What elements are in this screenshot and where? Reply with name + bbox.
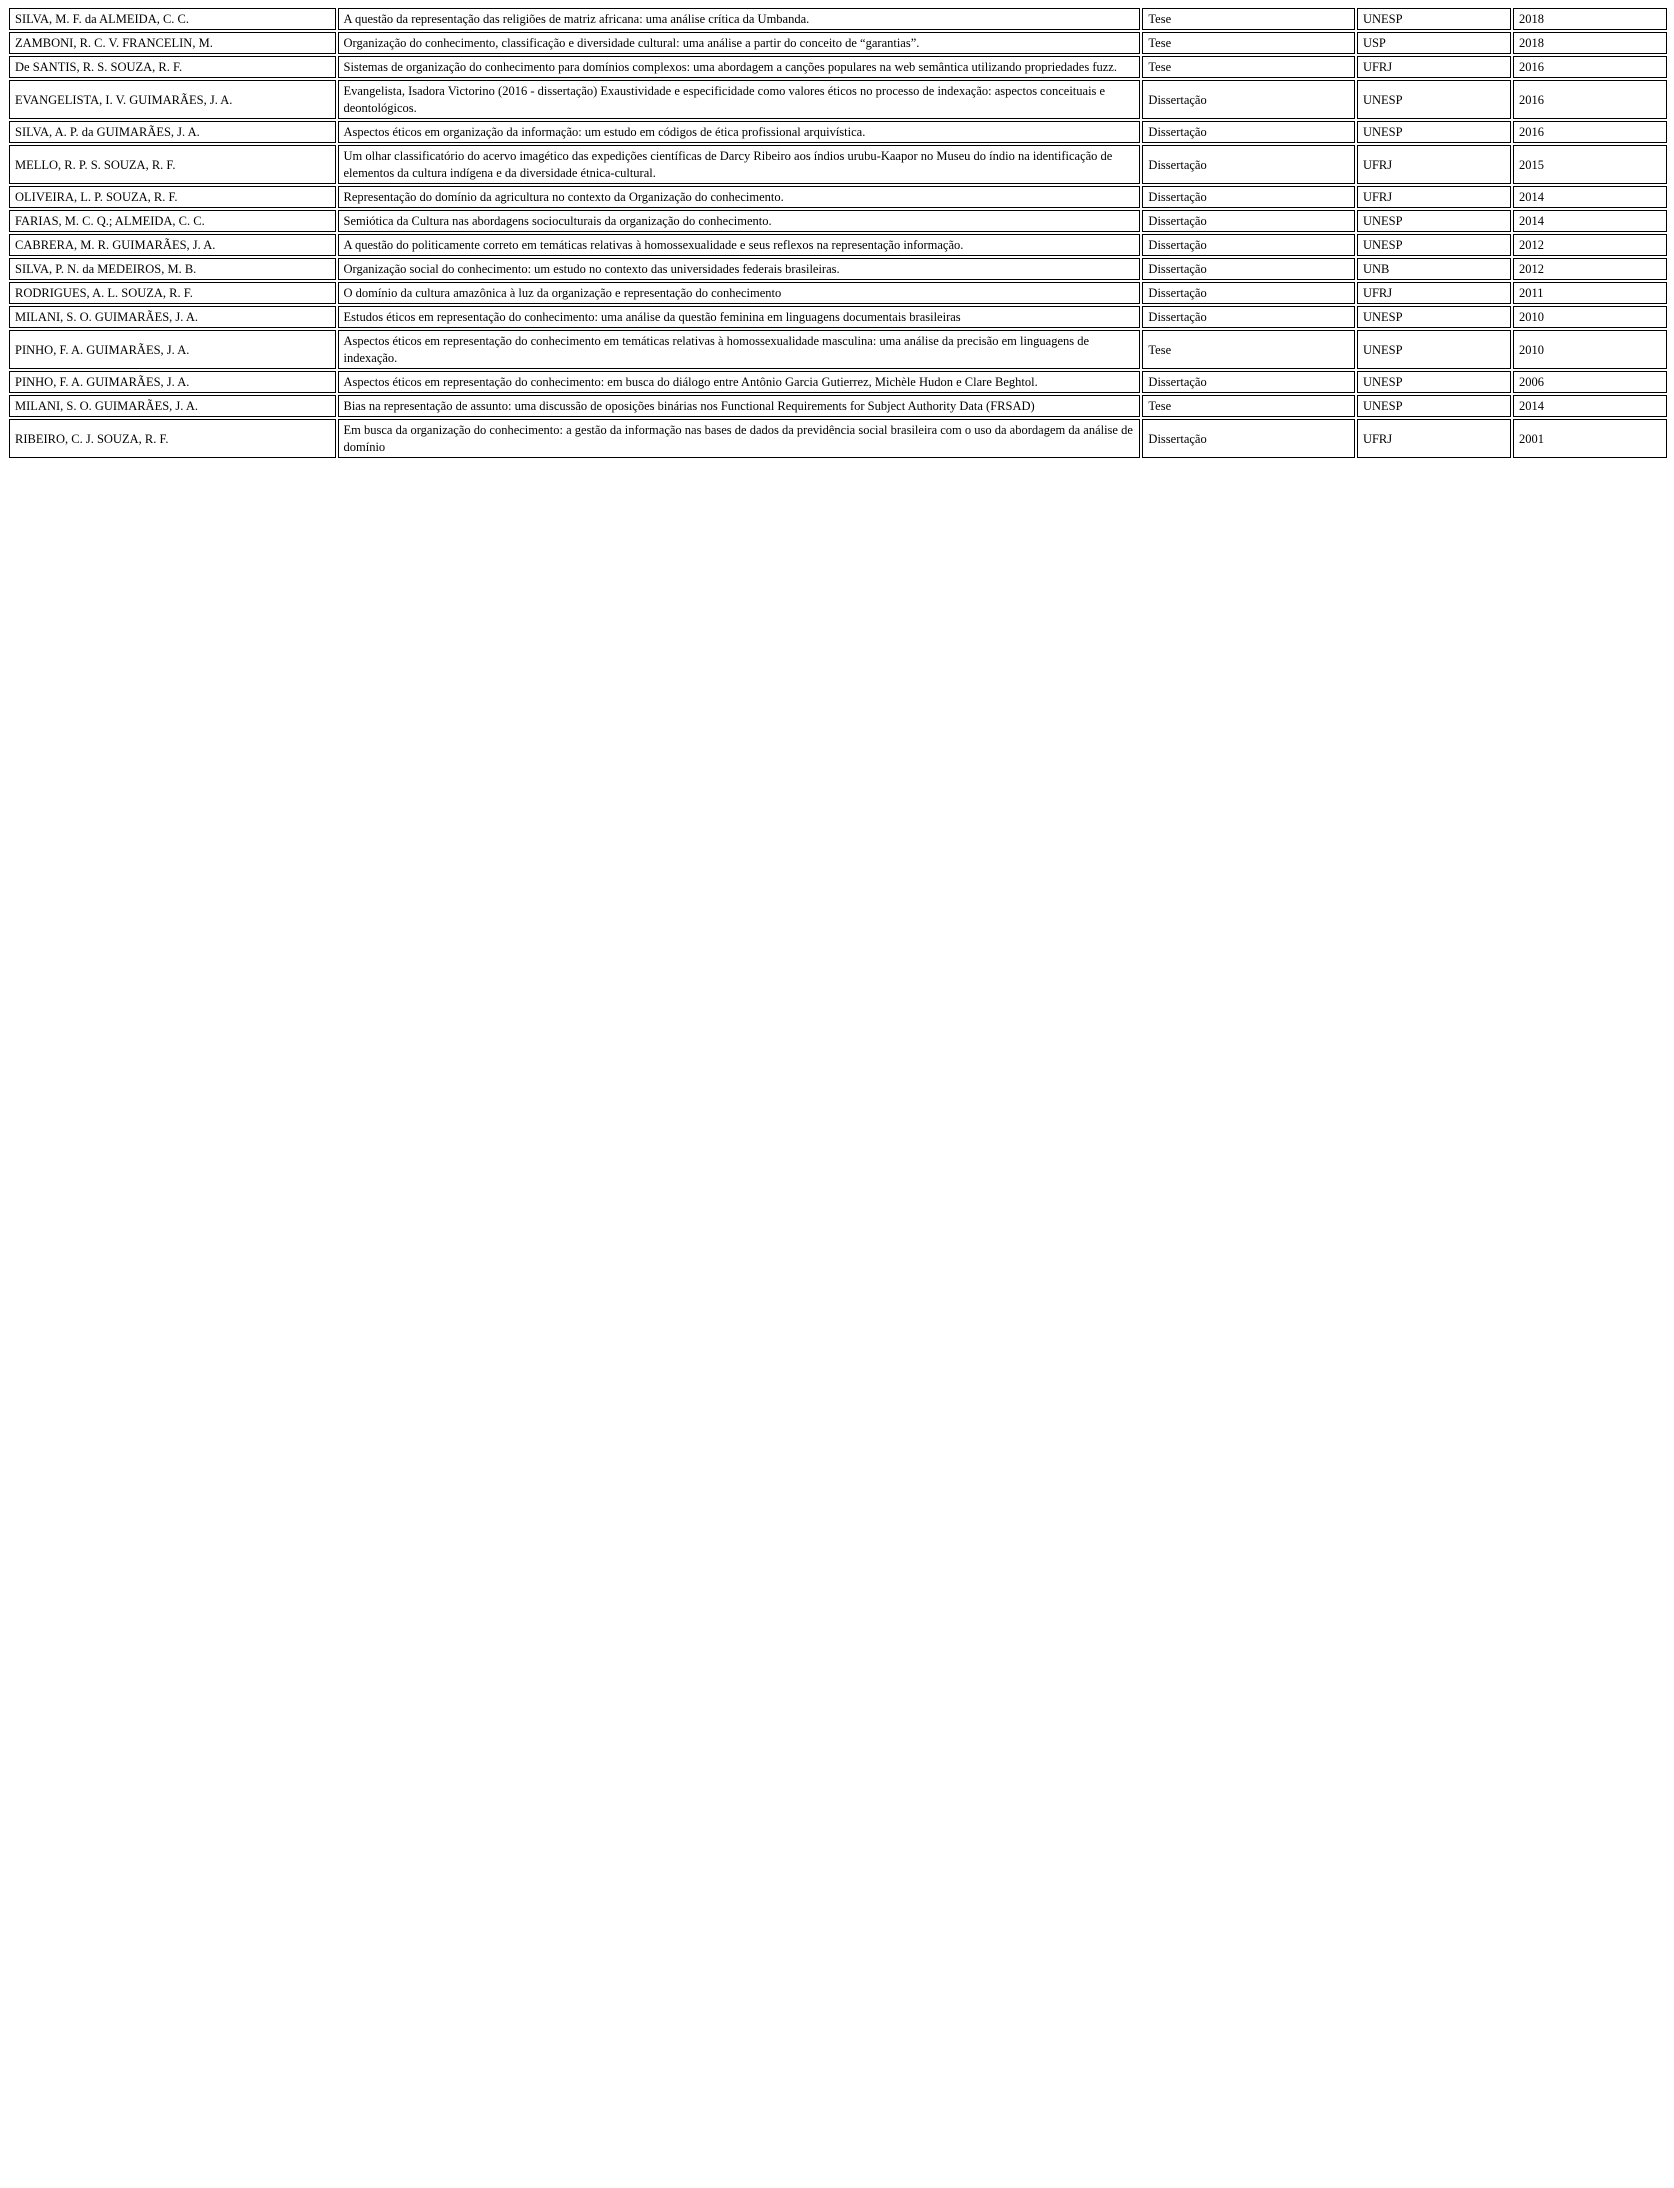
year-cell: 2012	[1513, 258, 1667, 280]
type-cell: Dissertação	[1142, 282, 1355, 304]
title-cell: Bias na representação de assunto: uma discussão de oposições binárias nos Functional Requirements for Subject Authority Data (FRSAD)	[338, 395, 1141, 417]
institution-cell: UNESP	[1357, 395, 1511, 417]
author-cell: PINHO, F. A. GUIMARÃES, J. A.	[9, 330, 336, 369]
title-cell: A questão do politicamente correto em temáticas relativas à homossexualidade e seus reflexos na representação informação.	[338, 234, 1141, 256]
table-row	[9, 234, 1667, 256]
year-cell: 2015	[1513, 145, 1667, 184]
author-cell: MELLO, R. P. S. SOUZA, R. F.	[9, 145, 336, 184]
title-cell: Representação do domínio da agricultura no contexto da Organização do conhecimento.	[338, 186, 1141, 208]
author-cell: MILANI, S. O. GUIMARÃES, J. A.	[9, 306, 336, 328]
title-cell: Em busca da organização do conhecimento: a gestão da informação nas bases de dados da previdência social brasileira com o uso da abordagem da análise de domínio	[338, 419, 1141, 458]
title-cell: Organização do conhecimento, classificação e diversidade cultural: uma análise a partir do conceito de “garantias”.	[338, 32, 1141, 54]
year-cell: 2012	[1513, 234, 1667, 256]
year-cell: 2014	[1513, 210, 1667, 232]
author-cell: MILANI, S. O. GUIMARÃES, J. A.	[9, 395, 336, 417]
type-cell: Dissertação	[1142, 186, 1355, 208]
title-cell: Sistemas de organização do conhecimento para domínios complexos: uma abordagem a canções populares na web semântica utilizando propriedades fuzz.	[338, 56, 1141, 78]
type-cell: Tese	[1142, 395, 1355, 417]
type-cell: Dissertação	[1142, 121, 1355, 143]
institution-cell: UFRJ	[1357, 145, 1511, 184]
year-cell: 2016	[1513, 56, 1667, 78]
table-row	[9, 330, 1667, 369]
institution-cell: UNESP	[1357, 210, 1511, 232]
institution-cell: USP	[1357, 32, 1511, 54]
table-row	[9, 258, 1667, 280]
year-cell: 2014	[1513, 395, 1667, 417]
year-cell: 2018	[1513, 32, 1667, 54]
table-row	[9, 121, 1667, 143]
type-cell: Dissertação	[1142, 210, 1355, 232]
author-cell: PINHO, F. A. GUIMARÃES, J. A.	[9, 371, 336, 393]
author-cell: SILVA, M. F. da ALMEIDA, C. C.	[9, 8, 336, 30]
year-cell: 2011	[1513, 282, 1667, 304]
institution-cell: UNESP	[1357, 8, 1511, 30]
author-cell: ZAMBONI, R. C. V. FRANCELIN, M.	[9, 32, 336, 54]
type-cell: Dissertação	[1142, 419, 1355, 458]
title-cell: Semiótica da Cultura nas abordagens socioculturais da organização do conhecimento.	[338, 210, 1141, 232]
author-cell: EVANGELISTA, I. V. GUIMARÃES, J. A.	[9, 80, 336, 119]
author-cell: SILVA, A. P. da GUIMARÃES, J. A.	[9, 121, 336, 143]
year-cell: 2010	[1513, 330, 1667, 369]
table-row	[9, 8, 1667, 30]
year-cell: 2006	[1513, 371, 1667, 393]
title-cell: Estudos éticos em representação do conhecimento: uma análise da questão feminina em linguagens documentais brasileiras	[338, 306, 1141, 328]
institution-cell: UFRJ	[1357, 419, 1511, 458]
year-cell: 2018	[1513, 8, 1667, 30]
title-cell: Um olhar classificatório do acervo imagético das expedições científicas de Darcy Ribeiro aos índios urubu-Kaapor no Museu do índio na identificação de elementos da cultura indígena e da diversidade étnica-cultural.	[338, 145, 1141, 184]
institution-cell: UFRJ	[1357, 56, 1511, 78]
author-cell: RIBEIRO, C. J. SOUZA, R. F.	[9, 419, 336, 458]
author-cell: FARIAS, M. C. Q.; ALMEIDA, C. C.	[9, 210, 336, 232]
author-cell: RODRIGUES, A. L. SOUZA, R. F.	[9, 282, 336, 304]
institution-cell: UNESP	[1357, 371, 1511, 393]
type-cell: Dissertação	[1142, 234, 1355, 256]
institution-cell: UNESP	[1357, 121, 1511, 143]
title-cell: Organização social do conhecimento: um estudo no contexto das universidades federais brasileiras.	[338, 258, 1141, 280]
title-cell: Aspectos éticos em representação do conhecimento em temáticas relativas à homossexualidade masculina: uma análise da precisão em linguagens de indexação.	[338, 330, 1141, 369]
year-cell: 2010	[1513, 306, 1667, 328]
institution-cell: UFRJ	[1357, 186, 1511, 208]
table-row	[9, 371, 1667, 393]
year-cell: 2016	[1513, 121, 1667, 143]
year-cell: 2001	[1513, 419, 1667, 458]
institution-cell: UNESP	[1357, 234, 1511, 256]
author-cell: SILVA, P. N. da MEDEIROS, M. B.	[9, 258, 336, 280]
type-cell: Tese	[1142, 32, 1355, 54]
title-cell: O domínio da cultura amazônica à luz da organização e representação do conhecimento	[338, 282, 1141, 304]
title-cell: A questão da representação das religiões de matriz africana: uma análise crítica da Umbanda.	[338, 8, 1141, 30]
type-cell: Tese	[1142, 330, 1355, 369]
title-cell: Evangelista, Isadora Victorino (2016 - dissertação) Exaustividade e especificidade como valores éticos no processo de indexação: aspectos conceituais e deontológicos.	[338, 80, 1141, 119]
type-cell: Dissertação	[1142, 145, 1355, 184]
title-cell: Aspectos éticos em organização da informação: um estudo em códigos de ética profissional arquivística.	[338, 121, 1141, 143]
institution-cell: UNESP	[1357, 80, 1511, 119]
records-table-body	[9, 8, 1667, 458]
table-row	[9, 32, 1667, 54]
institution-cell: UFRJ	[1357, 282, 1511, 304]
year-cell: 2016	[1513, 80, 1667, 119]
table-row	[9, 80, 1667, 119]
table-row	[9, 145, 1667, 184]
institution-cell: UNESP	[1357, 306, 1511, 328]
institution-cell: UNB	[1357, 258, 1511, 280]
institution-cell: UNESP	[1357, 330, 1511, 369]
records-table	[7, 6, 1669, 460]
type-cell: Dissertação	[1142, 80, 1355, 119]
table-row	[9, 282, 1667, 304]
type-cell: Dissertação	[1142, 371, 1355, 393]
author-cell: CABRERA, M. R. GUIMARÃES, J. A.	[9, 234, 336, 256]
type-cell: Dissertação	[1142, 306, 1355, 328]
table-row	[9, 186, 1667, 208]
type-cell: Tese	[1142, 56, 1355, 78]
table-row	[9, 419, 1667, 458]
year-cell: 2014	[1513, 186, 1667, 208]
table-row	[9, 395, 1667, 417]
type-cell: Tese	[1142, 8, 1355, 30]
title-cell: Aspectos éticos em representação do conhecimento: em busca do diálogo entre Antônio Garcia Gutierrez, Michèle Hudon e Clare Beghtol.	[338, 371, 1141, 393]
table-row	[9, 210, 1667, 232]
author-cell: De SANTIS, R. S. SOUZA, R. F.	[9, 56, 336, 78]
author-cell: OLIVEIRA, L. P. SOUZA, R. F.	[9, 186, 336, 208]
table-row	[9, 56, 1667, 78]
type-cell: Dissertação	[1142, 258, 1355, 280]
table-row	[9, 306, 1667, 328]
